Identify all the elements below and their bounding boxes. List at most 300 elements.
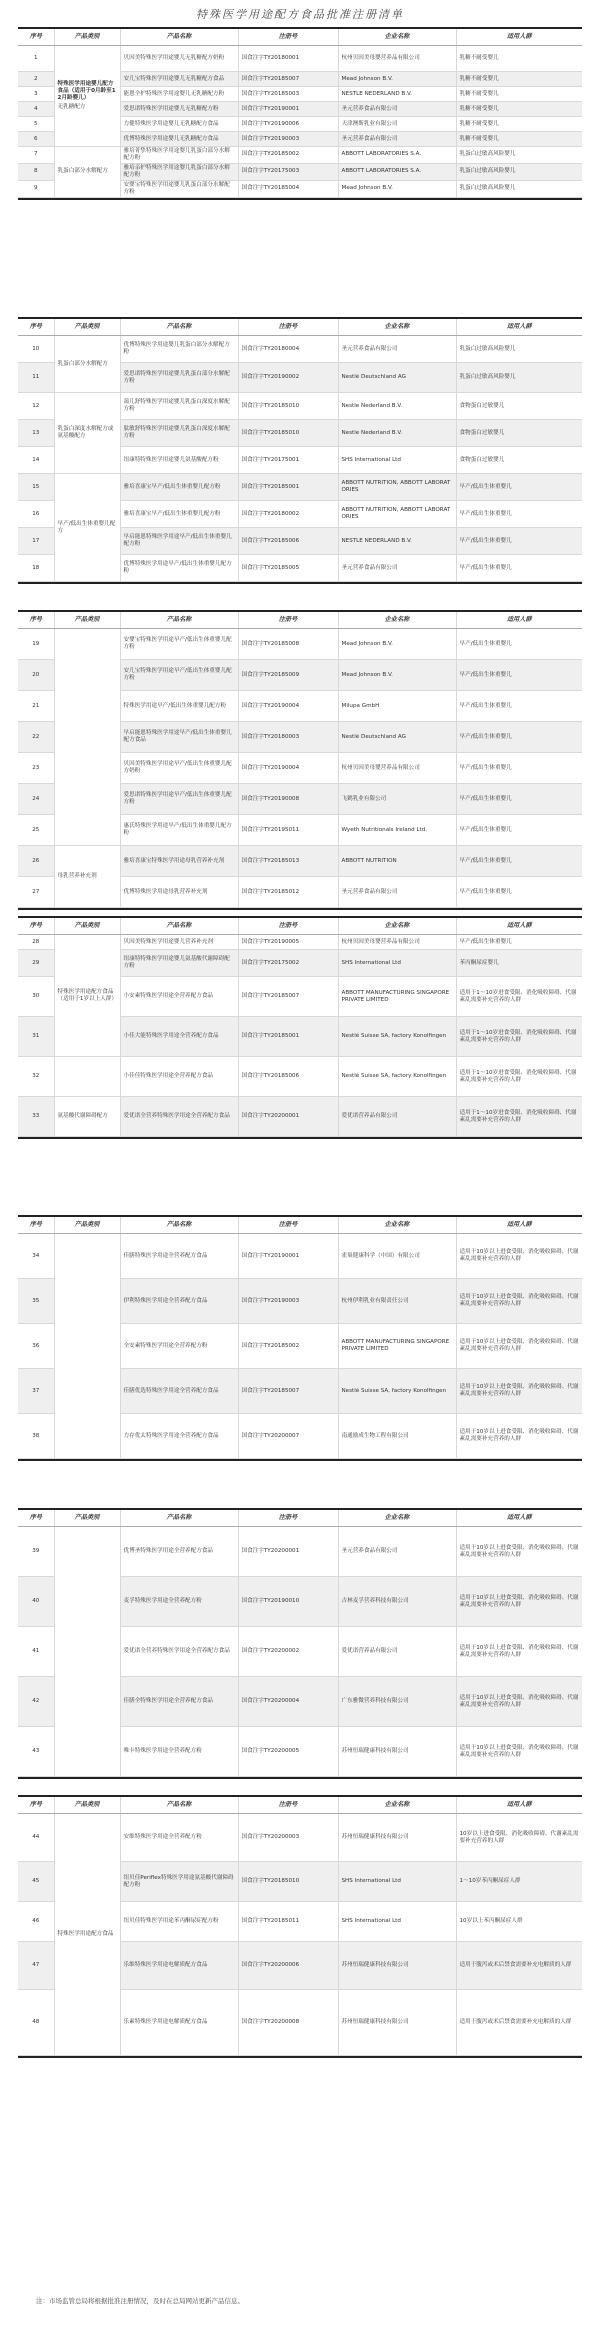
enterprise-name: NESTLE NEDERLAND B.V. <box>338 528 456 555</box>
registration-table <box>18 29 582 198</box>
product-category: 特殊医学用途配方食品 <box>54 1814 120 2056</box>
column-header: 序号 <box>18 29 54 46</box>
table-segment <box>18 916 582 1139</box>
target-population: 早产/低出生体重婴儿 <box>456 660 582 691</box>
row-number: 10 <box>18 336 54 363</box>
column-header: 产品名称 <box>120 1510 238 1527</box>
registration-number: 国食注字TY20185001 <box>238 1017 338 1057</box>
table-row <box>18 1097 582 1137</box>
enterprise-name: 杭州伊利乳业有限责任公司 <box>338 1279 456 1324</box>
enterprise-name: 苏州恒瑞健康科技有限公司 <box>338 1942 456 1990</box>
table-segment <box>18 1795 582 2058</box>
target-population: 乳糖不耐受婴儿 <box>456 117 582 132</box>
product-name: 麦孚特殊医学用途全营养配方粉 <box>120 1577 238 1627</box>
column-header: 产品名称 <box>120 612 238 629</box>
column-header: 适用人群 <box>456 1217 582 1234</box>
target-population: 早产/低出生体重婴儿 <box>456 629 582 660</box>
enterprise-name: 圣元营养食品有限公司 <box>338 132 456 147</box>
row-number: 11 <box>18 363 54 393</box>
table-row <box>18 1527 582 1577</box>
row-number: 47 <box>18 1942 54 1990</box>
row-number: 42 <box>18 1677 54 1727</box>
table-segment <box>18 1508 582 1779</box>
target-population: 食物蛋白过敏婴儿 <box>456 393 582 420</box>
row-number: 1 <box>18 46 54 72</box>
row-number: 48 <box>18 1990 54 2056</box>
target-population: 乳糖不耐受婴儿 <box>456 102 582 117</box>
target-population: 适用于10岁以上进食受限、消化吸收障碍、代谢紊乱需要补充营养的人群 <box>456 1324 582 1369</box>
enterprise-name: SHS International Ltd <box>338 1862 456 1902</box>
product-name: 雅培喜康宝早产/低出生体重婴儿配方粉 <box>120 474 238 501</box>
enterprise-name: 杭州贝因美母婴营养品有限公司 <box>338 935 456 950</box>
enterprise-name: ABBOTT NUTRITION <box>338 846 456 877</box>
enterprise-name: 飞鹤乳业有限公司 <box>338 784 456 815</box>
enterprise-name: 圣元营养食品有限公司 <box>338 555 456 582</box>
column-header: 产品类别 <box>54 918 120 935</box>
product-name: 小安素特殊医学用途全营养配方食品 <box>120 977 238 1017</box>
enterprise-name: 吉林麦孚营养科技有限公司 <box>338 1577 456 1627</box>
row-number: 34 <box>18 1234 54 1279</box>
header-row <box>18 1797 582 1814</box>
registration-number: 国食注字TY20180002 <box>238 501 338 528</box>
enterprise-name: Nestlé Suisse SA, factory Konolfingen <box>338 1057 456 1097</box>
row-number: 15 <box>18 474 54 501</box>
registration-number: 国食注字TY20185013 <box>238 846 338 877</box>
column-header: 产品类别 <box>54 1510 120 1527</box>
table-segment <box>18 27 582 200</box>
row-number: 45 <box>18 1862 54 1902</box>
target-population: 早产/低出生体重婴儿 <box>456 815 582 846</box>
target-population: 早产/低出生体重婴儿 <box>456 722 582 753</box>
column-header: 注册号 <box>238 1217 338 1234</box>
product-name: 安儿宝特殊医学用途婴儿无乳糖配方食品 <box>120 72 238 87</box>
enterprise-name: 苏州恒瑞健康科技有限公司 <box>338 1814 456 1862</box>
enterprise-name: 圣元营养食品有限公司 <box>338 1527 456 1577</box>
product-name: 全安素特殊医学用途全营养配方粉 <box>120 1324 238 1369</box>
target-population: 乳蛋白过敏高风险婴儿 <box>456 180 582 197</box>
row-number: 28 <box>18 935 54 950</box>
registration-number: 国食注字TY20180001 <box>238 46 338 72</box>
registration-number: 国食注字TY20185010 <box>238 1862 338 1902</box>
target-population: 乳糖不耐受婴儿 <box>456 87 582 102</box>
row-number: 29 <box>18 950 54 977</box>
product-name: 纽贝佳Periflex特殊医学用途氨基酸代谢障碍配方粉 <box>120 1862 238 1902</box>
enterprise-name: 圣元营养食品有限公司 <box>338 336 456 363</box>
product-name: 优博特殊医学用途母乳营养补充剂 <box>120 877 238 908</box>
enterprise-name: Nestlé Deutschland AG <box>338 363 456 393</box>
registration-number: 国食注字TY20180003 <box>238 722 338 753</box>
registration-number: 国食注字TY20200006 <box>238 1942 338 1990</box>
registration-number: 国食注字TY20175002 <box>238 950 338 977</box>
registration-number: 国食注字TY20200001 <box>238 1527 338 1577</box>
table-row <box>18 846 582 877</box>
product-name: 早启能恩特殊医学用途早产/低出生体重婴儿配方粉 <box>120 528 238 555</box>
column-header: 注册号 <box>238 1510 338 1527</box>
row-number: 40 <box>18 1577 54 1627</box>
target-population: 适用于10岁以上进食受限、消化吸收障碍、代谢紊乱需要补充营养的人群 <box>456 1414 582 1459</box>
product-name: 安婴宝特殊医学用途婴儿乳蛋白部分水解配方粉 <box>120 180 238 197</box>
target-population: 适用于10岁以上进食受限、消化吸收障碍、代谢紊乱需要补充营养的人群 <box>456 1234 582 1279</box>
registration-number: 国食注字TY20185007 <box>238 72 338 87</box>
enterprise-name: 圣元营养食品有限公司 <box>338 877 456 908</box>
table-row <box>18 935 582 950</box>
registration-number: 国食注字TY20190008 <box>238 784 338 815</box>
registration-number: 国食注字TY20190003 <box>238 132 338 147</box>
column-header: 序号 <box>18 1510 54 1527</box>
product-name: 乐素特殊医学用途电解质配方食品 <box>120 1990 238 2056</box>
header-row <box>18 29 582 46</box>
column-header: 序号 <box>18 612 54 629</box>
product-subcategory: 早产/低出生体重婴儿配方 <box>54 474 120 582</box>
row-number: 16 <box>18 501 54 528</box>
enterprise-name: ABBOTT LABORATORIES S.A. <box>338 163 456 180</box>
product-name: 早启能恩特殊医学用途早产/低出生体重婴儿配方食品 <box>120 722 238 753</box>
product-name: 安儿宝特殊医学用途早产/低出生体重婴儿配方粉 <box>120 660 238 691</box>
product-name: 惠氏特殊医学用途早产/低出生体重婴儿配方粉 <box>120 815 238 846</box>
row-number: 2 <box>18 72 54 87</box>
enterprise-name: SHS International Ltd <box>338 1902 456 1942</box>
target-population: 10岁以上苯丙酮尿症人群 <box>456 1902 582 1942</box>
row-number: 8 <box>18 163 54 180</box>
registration-number: 国食注字TY20190005 <box>238 935 338 950</box>
target-population: 乳蛋白过敏高风险婴儿 <box>456 163 582 180</box>
column-header: 产品类别 <box>54 1217 120 1234</box>
product-name: 纽康特特殊医学用途婴儿氨基酸配方粉 <box>120 447 238 474</box>
column-header: 序号 <box>18 918 54 935</box>
row-number: 7 <box>18 147 54 164</box>
row-number: 9 <box>18 180 54 197</box>
target-population: 适用于1～10岁进食受限、消化吸收障碍、代谢紊乱需要补充营养的人群 <box>456 1017 582 1057</box>
target-population: 适用于腹泻或术后禁食需要补充电解质的人群 <box>456 1942 582 1990</box>
registration-table <box>18 1217 582 1459</box>
row-number: 13 <box>18 420 54 447</box>
target-population: 早产/低出生体重婴儿 <box>456 877 582 908</box>
target-population: 早产/低出生体重婴儿 <box>456 846 582 877</box>
registration-number: 国食注字TY20180004 <box>238 336 338 363</box>
enterprise-name: 杭州贝因美母婴营养品有限公司 <box>338 46 456 72</box>
product-name: 小佳佳特殊医学用途全营养配方食品 <box>120 1057 238 1097</box>
table-row <box>18 393 582 420</box>
enterprise-name: Wyeth Nutritionals Ireland Ltd. <box>338 815 456 846</box>
enterprise-name: SHS International Ltd <box>338 447 456 474</box>
registration-number: 国食注字TY20185005 <box>238 555 338 582</box>
product-category <box>54 1234 120 1459</box>
product-name: 伊利特殊医学用途全营养配方食品 <box>120 1279 238 1324</box>
product-name: 小佳大能特殊医学用途全营养配方食品 <box>120 1017 238 1057</box>
registration-number: 国食注字TY20190004 <box>238 753 338 784</box>
registration-number: 国食注字TY20185009 <box>238 660 338 691</box>
product-name: 特殊医学用途早产/低出生体重婴儿配方粉 <box>120 691 238 722</box>
target-population: 适用于1～10岁进食受限、消化吸收障碍、代谢紊乱需要补充营养的人群 <box>456 977 582 1017</box>
registration-number: 国食注字TY20200001 <box>238 1097 338 1137</box>
registration-number: 国食注字TY20190003 <box>238 1279 338 1324</box>
registration-number: 国食注字TY20185006 <box>238 1057 338 1097</box>
target-population: 适用于10岁以上进食受限、消化吸收障碍、代谢紊乱需要补充营养的人群 <box>456 1279 582 1324</box>
table-row <box>18 474 582 501</box>
column-header: 序号 <box>18 1797 54 1814</box>
product-name: 能恩全护特殊医学用途婴儿无乳糖配方粉 <box>120 87 238 102</box>
registration-number: 国食注字TY20185007 <box>238 1369 338 1414</box>
target-population: 早产/低出生体重婴儿 <box>456 753 582 784</box>
column-header: 产品类别 <box>54 29 120 46</box>
enterprise-name: 爱优诺营养品有限公司 <box>338 1097 456 1137</box>
enterprise-name: Nestlé Suisse SA, factory Konolfingen <box>338 1369 456 1414</box>
row-number: 38 <box>18 1414 54 1459</box>
row-number: 39 <box>18 1527 54 1577</box>
target-population: 适用于10岁以上进食受限、消化吸收障碍、代谢紊乱需要补充营养的人群 <box>456 1677 582 1727</box>
target-population: 乳蛋白过敏高风险婴儿 <box>456 336 582 363</box>
target-population: 10岁以上进食受限、消化吸收障碍、代谢紊乱需要补充营养的人群 <box>456 1814 582 1862</box>
row-number: 41 <box>18 1627 54 1677</box>
column-header: 企业名称 <box>338 1510 456 1527</box>
column-header: 产品名称 <box>120 319 238 336</box>
product-name: 爱思诺特殊医学用途婴儿无乳糖配方粉 <box>120 102 238 117</box>
column-header: 序号 <box>18 319 54 336</box>
column-header: 产品类别 <box>54 1797 120 1814</box>
product-name: 安婴宝特殊医学用途早产/低出生体重婴儿配方粉 <box>120 629 238 660</box>
row-number: 36 <box>18 1324 54 1369</box>
target-population: 乳蛋白过敏高风险婴儿 <box>456 147 582 164</box>
target-population: 苯丙酮尿症婴儿 <box>456 950 582 977</box>
target-population: 适用于10岁以上进食受限、消化吸收障碍、代谢紊乱需要补充营养的人群 <box>456 1369 582 1414</box>
enterprise-name: ABBOTT MANUFACTURING SINGAPORE PRIVATE LIMITED <box>338 977 456 1017</box>
target-population: 早产/低出生体重婴儿 <box>456 691 582 722</box>
column-header: 企业名称 <box>338 1797 456 1814</box>
row-number: 30 <box>18 977 54 1017</box>
target-population: 早产/低出生体重婴儿 <box>456 474 582 501</box>
enterprise-name: 圣元营养食品有限公司 <box>338 102 456 117</box>
registration-number: 国食注字TY20200004 <box>238 1677 338 1727</box>
column-header: 产品名称 <box>120 918 238 935</box>
row-number: 20 <box>18 660 54 691</box>
product-name: 佳膳优选特殊医学用途全营养配方食品 <box>120 1369 238 1414</box>
column-header: 注册号 <box>238 29 338 46</box>
header-row <box>18 612 582 629</box>
registration-number: 国食注字TY20185003 <box>238 87 338 102</box>
enterprise-name: 广东雅微营养科技有限公司 <box>338 1677 456 1727</box>
registration-number: 国食注字TY20185012 <box>238 877 338 908</box>
product-name: 爱优诺全营养特殊医学用途全营养配方食品 <box>120 1097 238 1137</box>
registration-table <box>18 319 582 582</box>
row-number: 31 <box>18 1017 54 1057</box>
product-category: 特殊医学用途婴儿配方食品（适用于0月龄至12月龄婴儿） <box>57 81 116 101</box>
product-name: 唯卡特殊医学用途全营养配方粉 <box>120 1727 238 1777</box>
target-population: 食物蛋白过敏婴儿 <box>456 420 582 447</box>
registration-table <box>18 1510 582 1777</box>
target-population: 乳蛋白过敏高风险婴儿 <box>456 363 582 393</box>
column-header: 注册号 <box>238 319 338 336</box>
product-name: 佳膳全特殊医学用途全营养配方食品 <box>120 1677 238 1727</box>
enterprise-name: Mead Johnson B.V. <box>338 180 456 197</box>
enterprise-name: 天津澳斯乳业有限公司 <box>338 117 456 132</box>
column-header: 企业名称 <box>338 612 456 629</box>
product-name: 贝因美特殊医学用途婴儿营养补充剂 <box>120 935 238 950</box>
column-header: 适用人群 <box>456 1510 582 1527</box>
header-row <box>18 918 582 935</box>
registration-number: 国食注字TY20200003 <box>238 1814 338 1862</box>
row-number: 33 <box>18 1097 54 1137</box>
table-row <box>18 46 582 72</box>
target-population: 早产/低出生体重婴儿 <box>456 555 582 582</box>
registration-number: 国食注字TY20185006 <box>238 528 338 555</box>
table-row <box>18 147 582 164</box>
registration-number: 国食注字TY20190006 <box>238 117 338 132</box>
target-population: 适用于腹泻或术后禁食需要补充电解质的人群 <box>456 1990 582 2056</box>
registration-number: 国食注字TY20185004 <box>238 180 338 197</box>
column-header: 产品类别 <box>54 612 120 629</box>
target-population: 适用于10岁以上进食受限、消化吸收障碍、代谢紊乱需要补充营养的人群 <box>456 1577 582 1627</box>
column-header: 产品类别 <box>54 319 120 336</box>
header-row <box>18 1217 582 1234</box>
column-header: 企业名称 <box>338 1217 456 1234</box>
registration-number: 国食注字TY20175001 <box>238 447 338 474</box>
enterprise-name: NESTLE NEDERLAND B.V. <box>338 87 456 102</box>
target-population: 适用于10岁以上进食受限、消化吸收障碍、代谢紊乱需要补充营养的人群 <box>456 1727 582 1777</box>
row-number: 4 <box>18 102 54 117</box>
target-population: 1～10岁苯丙酮尿症人群 <box>456 1862 582 1902</box>
column-header: 企业名称 <box>338 319 456 336</box>
target-population: 乳糖不耐受婴儿 <box>456 46 582 72</box>
product-subcategory <box>54 629 120 846</box>
registration-number: 国食注字TY20185002 <box>238 1324 338 1369</box>
footnote: 注：市场监管总局将根据批准注册情况，及时在总局网站更新产品信息。 <box>36 2297 244 2305</box>
column-header: 注册号 <box>238 918 338 935</box>
enterprise-name: 爱优诺营养品有限公司 <box>338 1627 456 1677</box>
enterprise-name: SHS International Ltd <box>338 950 456 977</box>
product-name: 爱思诺特殊医学用途婴儿乳蛋白部分水解配方粉 <box>120 363 238 393</box>
row-number: 46 <box>18 1902 54 1942</box>
registration-number: 国食注字TY20190010 <box>238 1577 338 1627</box>
row-number: 24 <box>18 784 54 815</box>
target-population: 食物蛋白过敏婴儿 <box>456 447 582 474</box>
row-number: 35 <box>18 1279 54 1324</box>
enterprise-name: Mead Johnson B.V. <box>338 72 456 87</box>
registration-table <box>18 1797 582 2056</box>
product-name: 爱优诺全营养特殊医学用途全营养配方食品 <box>120 1627 238 1677</box>
registration-number: 国食注字TY20190001 <box>238 1234 338 1279</box>
column-header: 适用人群 <box>456 29 582 46</box>
product-name: 优博特殊医学用途婴儿乳蛋白部分水解配方粉 <box>120 336 238 363</box>
product-name: 蔼儿舒特殊医学用途婴儿乳蛋白深度水解配方粉 <box>120 393 238 420</box>
product-name: 优博特殊医学用途婴儿无乳糖配方食品 <box>120 132 238 147</box>
table-row <box>18 336 582 363</box>
product-subcategory: 母乳营养补充剂 <box>54 846 120 908</box>
registration-number: 国食注字TY20200005 <box>238 1727 338 1777</box>
registration-number: 国食注字TY20190002 <box>238 363 338 393</box>
target-population: 早产/低出生体重婴儿 <box>456 935 582 950</box>
product-name: 雅培喜康宝早产/低出生体重婴儿配方粉 <box>120 501 238 528</box>
target-population: 早产/低出生体重婴儿 <box>456 501 582 528</box>
table-segment <box>18 1215 582 1461</box>
column-header: 序号 <box>18 1217 54 1234</box>
column-header: 适用人群 <box>456 319 582 336</box>
registration-number: 国食注字TY20185010 <box>238 420 338 447</box>
column-header: 产品名称 <box>120 1217 238 1234</box>
column-header: 企业名称 <box>338 29 456 46</box>
table-segment <box>18 610 582 910</box>
table-segment <box>18 317 582 584</box>
column-header: 注册号 <box>238 612 338 629</box>
row-number: 43 <box>18 1727 54 1777</box>
enterprise-name: Nestlé Deutschland AG <box>338 722 456 753</box>
column-header: 适用人群 <box>456 918 582 935</box>
product-name: 贝因美特殊医学用途早产/低出生体重婴儿配方奶粉 <box>120 753 238 784</box>
registration-number: 国食注字TY20190004 <box>238 691 338 722</box>
row-number: 3 <box>18 87 54 102</box>
registration-number: 国食注字TY20185007 <box>238 977 338 1017</box>
header-row <box>18 319 582 336</box>
target-population: 乳糖不耐受婴儿 <box>456 72 582 87</box>
row-number: 23 <box>18 753 54 784</box>
table-row <box>18 629 582 660</box>
product-name: 雅培亲护特殊医学用途婴儿乳蛋白部分水解配方粉 <box>120 163 238 180</box>
enterprise-name: Milupa GmbH <box>338 691 456 722</box>
column-header: 产品名称 <box>120 1797 238 1814</box>
product-subcategory: 氨基酸代谢障碍配方 <box>54 1097 120 1137</box>
target-population: 适用于1～10岁进食受限、消化吸收障碍、代谢紊乱需要补充营养的人群 <box>456 1097 582 1137</box>
registration-number: 国食注字TY20185008 <box>238 629 338 660</box>
enterprise-name: Nestle Nederland B.V. <box>338 393 456 420</box>
product-subcategory: 乳蛋白部分水解配方 <box>54 147 120 198</box>
target-population: 适用于10岁以上进食受限、消化吸收障碍、代谢紊乱需要补充营养的人群 <box>456 1627 582 1677</box>
product-name: 力健特殊医学用途婴儿无乳糖配方食品 <box>120 117 238 132</box>
target-population: 乳糖不耐受婴儿 <box>456 132 582 147</box>
row-number: 25 <box>18 815 54 846</box>
registration-number: 国食注字TY20200008 <box>238 1990 338 2056</box>
product-subcategory: 特殊医学用途配方食品（适用于1岁以上人群） <box>54 935 120 1057</box>
product-subcategory: 乳蛋白深度水解配方或氨基酸配方 <box>54 393 120 474</box>
product-name: 优博特殊医学用途早产/低出生体重婴儿配方粉 <box>120 555 238 582</box>
row-number: 17 <box>18 528 54 555</box>
registration-number: 国食注字TY20185011 <box>238 1902 338 1942</box>
target-population: 适用于10岁以上进食受限、消化吸收障碍、代谢紊乱需要补充营养的人群 <box>456 1527 582 1577</box>
table-row <box>18 1057 582 1097</box>
row-number: 14 <box>18 447 54 474</box>
registration-number: 国食注字TY20195011 <box>238 815 338 846</box>
row-number: 26 <box>18 846 54 877</box>
row-number: 18 <box>18 555 54 582</box>
page-title: 特殊医学用途配方食品批准注册清单 <box>196 8 404 21</box>
enterprise-name: 苏州恒瑞健康科技有限公司 <box>338 1990 456 2056</box>
product-subcategory: 乳蛋白部分水解配方 <box>54 336 120 393</box>
product-subcategory <box>54 46 120 147</box>
row-number: 27 <box>18 877 54 908</box>
row-number: 44 <box>18 1814 54 1862</box>
registration-table <box>18 918 582 1137</box>
row-number: 12 <box>18 393 54 420</box>
row-number: 5 <box>18 117 54 132</box>
product-name: 力存优太特殊医学用途全营养配方食品 <box>120 1414 238 1459</box>
product-name: 纽康特特殊医学用途婴儿氨基酸代谢障碍配方粉 <box>120 950 238 977</box>
registration-number: 国食注字TY20185010 <box>238 393 338 420</box>
header-row <box>18 1510 582 1527</box>
column-header: 注册号 <box>238 1797 338 1814</box>
row-number: 19 <box>18 629 54 660</box>
row-number: 32 <box>18 1057 54 1097</box>
table-row <box>18 1234 582 1279</box>
target-population: 早产/低出生体重婴儿 <box>456 528 582 555</box>
registration-number: 国食注字TY20200002 <box>238 1627 338 1677</box>
enterprise-name: ABBOTT LABORATORIES S.A. <box>338 147 456 164</box>
product-name: 安维特殊医学用途全营养配方粉 <box>120 1814 238 1862</box>
column-header: 适用人群 <box>456 612 582 629</box>
table-row <box>18 1814 582 1862</box>
product-name: 纽贝佳特殊医学用途苯丙酮尿症配方粉 <box>120 1902 238 1942</box>
registration-table <box>18 612 582 908</box>
product-subcategory <box>54 1057 120 1097</box>
column-header: 适用人群 <box>456 1797 582 1814</box>
product-name: 雅培菁挚特殊医学用途婴儿乳蛋白部分水解配方粉 <box>120 147 238 164</box>
